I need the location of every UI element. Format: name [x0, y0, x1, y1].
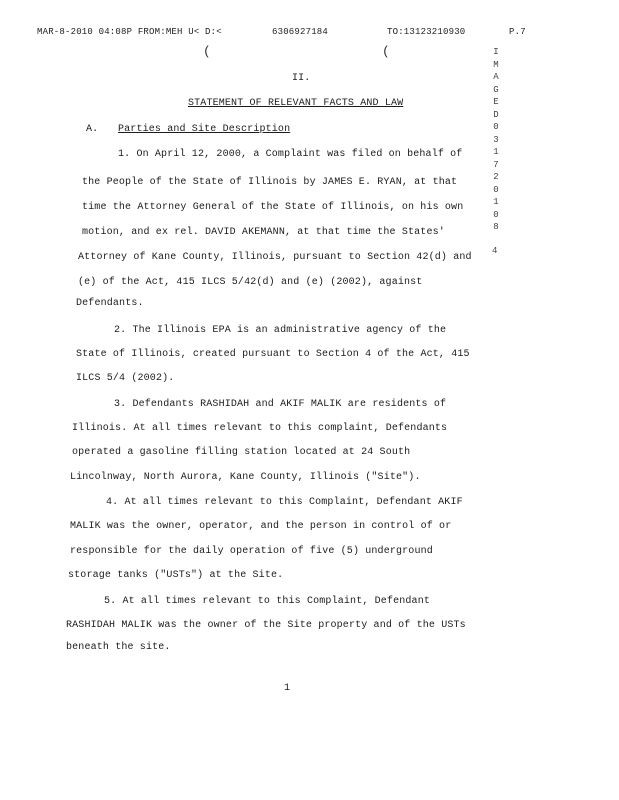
paragraph-line: 1. On April 12, 2000, a Complaint was filed on behalf of: [118, 149, 463, 160]
vertical-stamp-tail: 4: [492, 246, 498, 256]
paragraph-line: RASHIDAH MALIK was the owner of the Site property and of the USTs: [66, 620, 466, 631]
right-margin-mark: (: [382, 44, 390, 59]
left-margin-mark: (: [203, 44, 211, 59]
paragraph-line: the People of the State of Illinois by JAMES E. RYAN, at that: [82, 177, 458, 188]
subsection-letter: A.: [86, 124, 99, 135]
paragraph-line: beneath the site.: [66, 642, 171, 653]
fax-number: 6306927184: [272, 27, 329, 37]
paragraph-line: 5. At all times relevant to this Complaint, Defendant: [104, 596, 431, 607]
page-number: 1: [284, 683, 291, 694]
paragraph-line: MALIK was the owner, operator, and the person in control of or: [70, 521, 452, 532]
paragraph-line: Attorney of Kane County, Illinois, pursuant to Section 42(d) and: [78, 252, 472, 263]
vertical-imaged-stamp: IMAGED031720108: [493, 47, 499, 232]
paragraph-line: 2. The Illinois EPA is an administrative agency of the: [114, 325, 447, 336]
paragraph-line: time the Attorney General of the State of Illinois, on his own: [82, 202, 464, 213]
paragraph-line: motion, and ex rel. DAVID AKEMANN, at that time the States': [82, 227, 445, 238]
paragraph-line: Defendants.: [76, 298, 144, 309]
paragraph-line: responsible for the daily operation of five (5) underground: [70, 546, 433, 557]
paragraph-line: State of Illinois, created pursuant to Section 4 of the Act, 415: [76, 349, 470, 360]
paragraph-line: 3. Defendants RASHIDAH and AKIF MALIK are residents of: [114, 399, 447, 410]
paragraph-line: ILCS 5/4 (2002).: [76, 373, 175, 384]
paragraph-line: operated a gasoline filling station located at 24 South: [72, 447, 411, 458]
paragraph-line: storage tanks ("USTs") at the Site.: [68, 570, 284, 581]
subsection-title: Parties and Site Description: [118, 124, 291, 135]
paragraph-line: (e) of the Act, 415 ILCS 5/42(d) and (e) (2002), against: [78, 277, 423, 288]
fax-header: [0, 27, 619, 41]
paragraph-line: 4. At all times relevant to this Complaint, Defendant AKIF: [106, 497, 463, 508]
paragraph-line: Illinois. At all times relevant to this complaint, Defendants: [72, 423, 448, 434]
fax-to-number: TO:13123210930: [387, 27, 466, 37]
section-number: II.: [292, 73, 311, 84]
fax-page-number: P.7: [509, 27, 526, 37]
paragraph-line: Lincolnway, North Aurora, Kane County, Illinois ("Site").: [70, 472, 421, 483]
fax-date-time: MAR-8-2010 04:08P FROM:MEH U< D:<: [37, 27, 222, 37]
section-title: STATEMENT OF RELEVANT FACTS AND LAW: [188, 98, 404, 109]
